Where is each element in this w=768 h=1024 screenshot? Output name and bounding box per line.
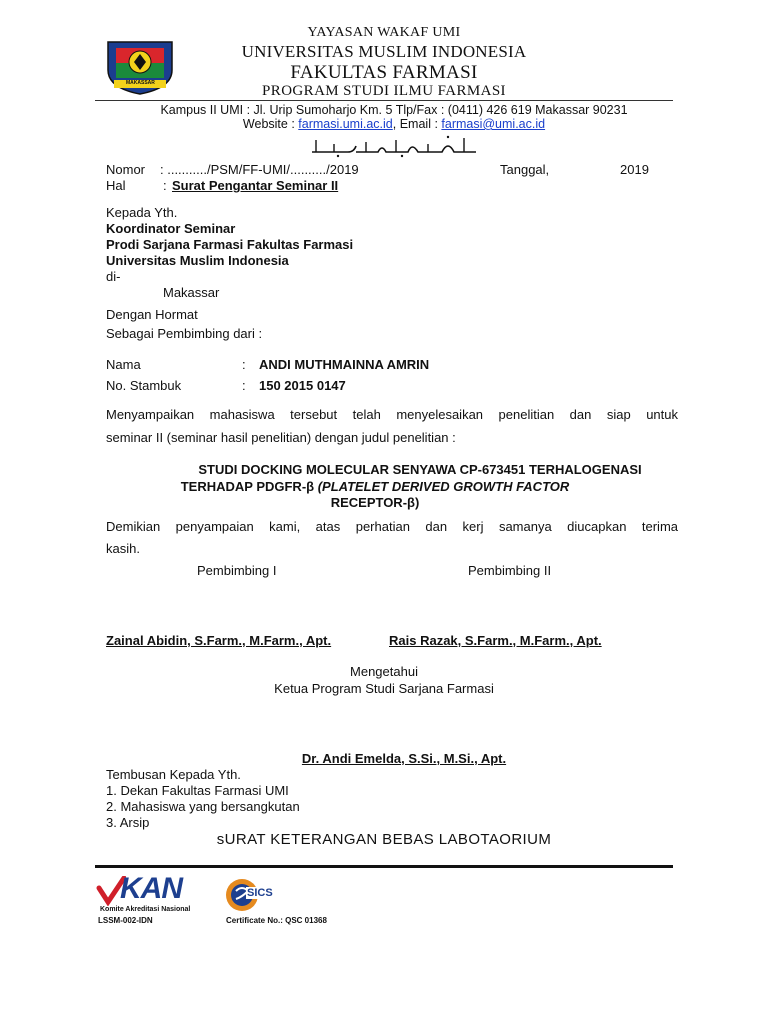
nomor-label: Nomor	[106, 162, 146, 177]
header-divider	[95, 100, 673, 101]
kan-code: LSSM-002-IDN	[98, 916, 153, 925]
pembimbing-2-name: Rais Razak, S.Farm., M.Farm., Apt.	[389, 633, 602, 648]
pembimbing-1-name: Zainal Abidin, S.Farm., M.Farm., Apt.	[106, 633, 332, 648]
contact-line	[10, 117, 768, 131]
recipient-greeting: Kepada Yth.	[106, 205, 178, 220]
hal-value: Surat Pengantar Seminar II	[172, 178, 339, 193]
logo-caption: MAKASSAR	[126, 80, 155, 86]
nama-label: Nama	[106, 357, 141, 372]
address-line: Kampus II UMI : Jl. Urip Sumoharjo Km. 5 Tlp/Fax : (0411) 426 619 Makassar 90231	[160, 103, 628, 117]
research-title-plain: TERHADAP PDGFR-β	[180, 479, 318, 494]
university-name: UNIVERSITAS MUSLIM INDONESIA	[241, 42, 527, 61]
closing-line-1: Demikian penyampaian kami, atas perhatian dan kerj samanya diucapkan terima	[106, 519, 678, 534]
closing-line-2: kasih.	[106, 541, 140, 556]
recipient-di: di-	[106, 269, 121, 284]
website-link[interactable]: farmasi.umi.ac.id	[298, 117, 393, 131]
email-link[interactable]: farmasi@umi.ac.id	[441, 117, 546, 131]
ketua-name: Dr. Andi Emelda, S.Si., M.Si., Apt.	[301, 751, 507, 766]
recipient-line-1: Koordinator Seminar	[106, 221, 236, 236]
nama-value: ANDI MUTHMAINNA AMRIN	[259, 357, 430, 372]
next-page-heading: sURAT KETERANGAN BEBAS LABOTAORIUM	[216, 831, 552, 848]
sics-logo	[224, 877, 273, 913]
address-block	[10, 103, 768, 131]
bismillah-calligraphy	[308, 134, 480, 160]
foundation-name: YAYASAN WAKAF UMI	[307, 25, 461, 40]
paragraph-1-line-2: seminar II (seminar hasil penelitian) dengan judul penelitian :	[106, 430, 456, 445]
faculty-name: FAKULTAS FARMASI	[290, 62, 478, 83]
kan-logo	[96, 872, 216, 910]
recipient-line-2: Prodi Sarjana Farmasi Fakultas Farmasi	[106, 237, 354, 252]
footer-divider	[95, 865, 673, 868]
salutation: Dengan Hormat	[106, 307, 198, 322]
research-title-line-1: STUDI DOCKING MOLECULAR SENYAWA CP-673451 TERHALOGENASI	[198, 462, 642, 477]
research-title-line-2	[100, 478, 650, 495]
kan-subtitle: Komite Akreditasi Nasional	[100, 906, 191, 913]
hal-colon: :	[163, 178, 167, 193]
mengetahui-label: Mengetahui	[350, 664, 418, 679]
kan-logo-text: KAN	[120, 872, 182, 905]
research-title-line-3: RECEPTOR-β)	[330, 495, 420, 510]
research-title-italic: (PLATELET DERIVED GROWTH FACTOR	[317, 479, 570, 494]
pembimbing-1-label: Pembimbing I	[197, 563, 277, 578]
pembimbing-2-label: Pembimbing II	[468, 563, 552, 578]
tanggal-year: 2019	[620, 162, 649, 177]
nomor-value: : .........../PSM/FF-UMI/........../2019	[160, 162, 359, 177]
paragraph-1-line-1: Menyampaikan mahasiswa tersebut telah menyelesaikan penelitian dan siap untuk	[106, 407, 678, 422]
recipient-city: Makassar	[163, 285, 220, 300]
stambuk-value: 150 2015 0147	[259, 378, 346, 393]
tembusan-item-1: 1. Dekan Fakultas Farmasi UMI	[106, 783, 289, 798]
tembusan-item-2: 2. Mahasiswa yang bersangkutan	[106, 799, 300, 814]
ketua-title: Ketua Program Studi Sarjana Farmasi	[274, 681, 494, 696]
hal-label: Hal	[106, 178, 126, 193]
nama-colon: :	[242, 357, 246, 372]
tembusan-item-3: 3. Arsip	[106, 815, 150, 830]
research-title	[100, 461, 740, 478]
program-name: PROGRAM STUDI ILMU FARMASI	[262, 83, 506, 99]
recipient-line-3: Universitas Muslim Indonesia	[106, 253, 289, 268]
tanggal-label: Tanggal,	[500, 162, 550, 177]
certificate-number: Certificate No.: QSC 01368	[226, 916, 327, 925]
stambuk-label: No. Stambuk	[106, 378, 182, 393]
sics-logo-text: SICS	[247, 887, 273, 899]
stambuk-colon: :	[242, 378, 246, 393]
website-label: Website :	[242, 117, 299, 131]
intro-line: Sebagai Pembimbing dari :	[106, 326, 263, 341]
email-label: , Email :	[392, 117, 442, 131]
tembusan-heading: Tembusan Kepada Yth.	[106, 767, 241, 782]
